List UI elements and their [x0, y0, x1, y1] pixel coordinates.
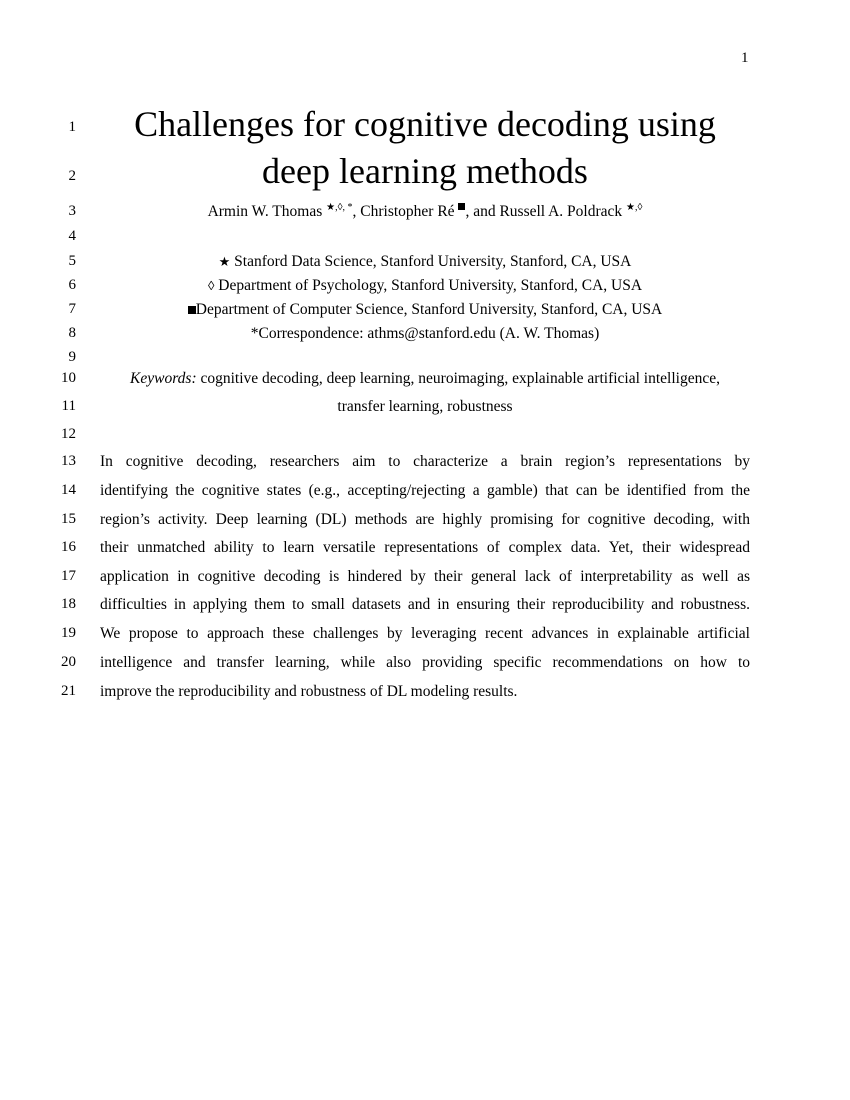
line-number: 2: [68, 168, 76, 184]
line-number: 11: [61, 398, 76, 414]
line-number: 8: [68, 325, 76, 341]
line-number: 20: [61, 654, 76, 670]
abstract-line: improve the reproducibility and robustness of DL modeling results.: [100, 683, 518, 700]
keywords-line-2: transfer learning, robustness: [337, 398, 513, 415]
abstract-line: difficulties in applying them to small datasets and in ensuring their reproducibility and robustness.: [100, 596, 750, 613]
line-number: 9: [68, 349, 76, 365]
line-number: 6: [68, 277, 76, 293]
abstract-line: intelligence and transfer learning, while also providing specific recommendations on how to: [100, 654, 750, 671]
keywords-label: Keywords:: [130, 370, 197, 387]
paper-title-line-1: Challenges for cognitive decoding using: [134, 104, 716, 144]
line-number: 17: [61, 568, 76, 584]
abstract-line: identifying the cognitive states (e.g., accepting/rejecting a gamble) that can be identified from the: [100, 482, 750, 499]
abstract-line: region’s activity. Deep learning (DL) methods are highly promising for cognitive decoding, with: [100, 511, 750, 528]
line-number: 21: [61, 683, 76, 699]
page-number: 1: [741, 50, 749, 66]
line-number: 14: [61, 482, 76, 498]
keywords-line-1: [100, 370, 750, 388]
line-number: 3: [68, 203, 76, 219]
line-number: 7: [68, 301, 76, 317]
line-number: 1: [68, 119, 76, 135]
affiliation-text: Department of Psychology, Stanford University, Stanford, CA, USA: [218, 277, 643, 294]
author-separator: , and Russell A. Poldrack: [465, 203, 623, 220]
line-number: 12: [61, 426, 76, 442]
author-separator: , Christopher Ré: [352, 203, 455, 220]
line-number: 16: [61, 539, 76, 555]
line-number: 13: [61, 453, 76, 469]
line-number: 5: [68, 253, 76, 269]
affiliation-text: Department of Computer Science, Stanford University, Stanford, CA, USA: [195, 301, 663, 318]
author-name: Armin W. Thomas: [207, 203, 323, 220]
abstract-line: application in cognitive decoding is hindered by their general lack of interpretability as well as: [100, 568, 750, 585]
paper-title-line-2: deep learning methods: [262, 151, 588, 191]
author-line: [100, 202, 750, 221]
affiliation-psychology: [100, 277, 750, 295]
correspondence: *Correspondence: athms@stanford.edu (A. W. Thomas): [250, 325, 600, 342]
square-icon: [188, 306, 196, 314]
keywords-text: cognitive decoding, deep learning, neuroimaging, explainable artificial intelligence,: [200, 370, 720, 387]
affiliation-computer-science: [100, 301, 750, 319]
abstract-line: We propose to approach these challenges by leveraging recent advances in explainable artificial: [100, 625, 750, 642]
line-number: 19: [61, 625, 76, 641]
line-number: 4: [68, 228, 76, 244]
affiliation-marks: ★,◊: [626, 202, 643, 213]
line-number: 15: [61, 511, 76, 527]
abstract-line: their unmatched ability to learn versatile representations of complex data. Yet, their widespread: [100, 539, 750, 556]
affiliation-marks: ★,◊, *: [326, 202, 353, 213]
star-icon: ★: [218, 254, 231, 269]
abstract-line: In cognitive decoding, researchers aim to characterize a brain region’s representations by: [100, 453, 750, 470]
line-number: 18: [61, 596, 76, 612]
affiliation-stanford-data-science: [100, 253, 750, 271]
diamond-icon: ◊: [207, 278, 215, 293]
line-number: 10: [61, 370, 76, 386]
affiliation-text: Stanford Data Science, Stanford University, Stanford, CA, USA: [234, 253, 632, 270]
